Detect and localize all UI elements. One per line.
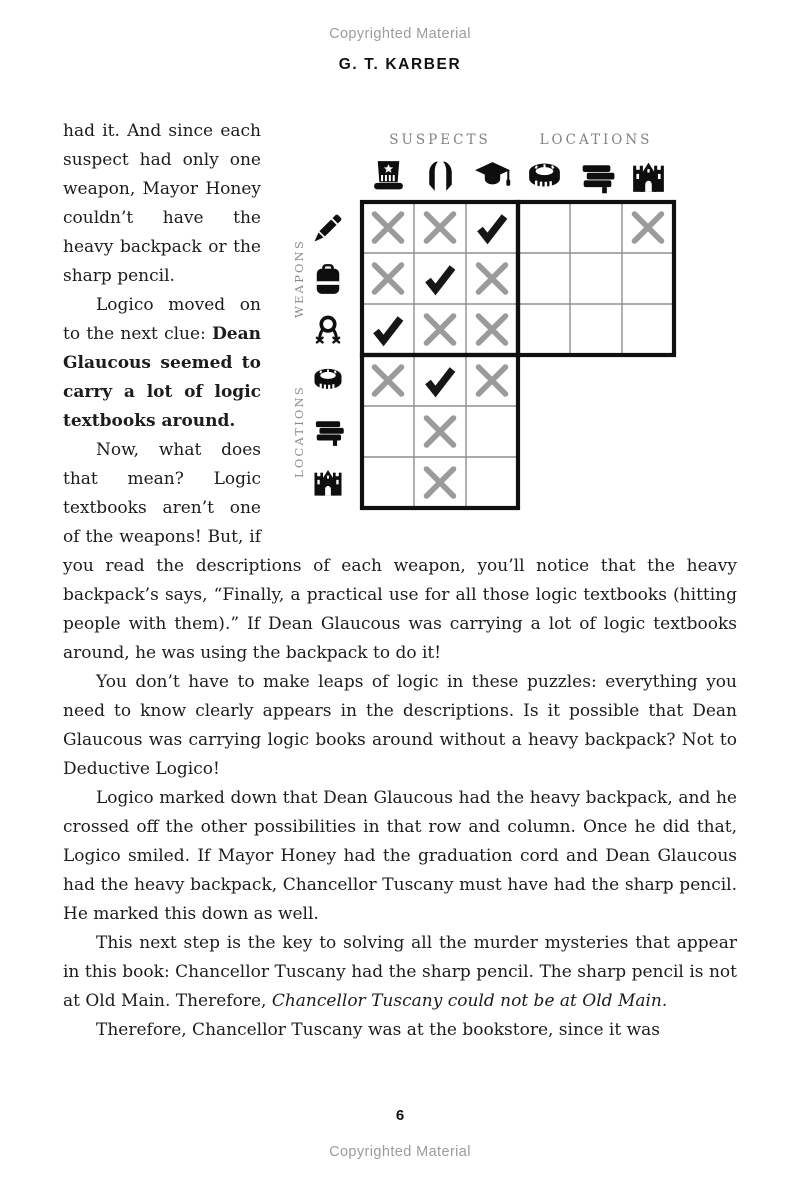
x-mark — [479, 265, 506, 292]
x-mark — [479, 316, 506, 343]
column-icons — [362, 147, 674, 200]
column-icon-slot — [570, 147, 622, 200]
column-icon-slot — [362, 147, 414, 200]
check-mark — [428, 268, 453, 290]
books-icon — [576, 157, 617, 198]
suspects-column-label: SUSPECTS — [389, 132, 491, 148]
row-icon-slot — [305, 304, 351, 355]
x-mark — [635, 214, 662, 241]
page-number: 6 — [395, 1107, 405, 1124]
row-icon-slot — [305, 202, 351, 253]
row-icons — [305, 202, 351, 508]
body-paragraph-7 — [63, 1016, 737, 1045]
locations-column-label: LOCATIONS — [539, 132, 653, 148]
check-mark — [480, 217, 505, 239]
paragraph-italic-text: Chancellor Tuscany could not be at Old Main. — [271, 991, 668, 1011]
top-hat-icon — [368, 157, 409, 198]
body-paragraph-4 — [63, 668, 737, 784]
author-header: G. T. KARBER — [338, 56, 462, 73]
x-mark — [375, 214, 402, 241]
graduation-cord-icon — [310, 312, 346, 348]
check-mark — [428, 370, 453, 392]
row-icon-slot — [305, 457, 351, 508]
paragraph-text: had it. And since each suspect had only one weapon, Mayor Honey couldn’t have the heavy backpack or the sharp pencil. — [63, 121, 261, 286]
locations-row-label: LOCATIONS — [292, 385, 306, 478]
books-icon — [310, 414, 346, 450]
stadium-icon — [310, 363, 346, 399]
x-mark — [427, 316, 454, 343]
old-main-icon — [310, 465, 346, 501]
watermark-bottom: Copyrighted Material — [329, 1144, 471, 1160]
x-mark — [427, 214, 454, 241]
x-mark — [479, 367, 506, 394]
column-icon-slot — [518, 147, 570, 200]
x-mark — [375, 367, 402, 394]
body-paragraph-5 — [63, 784, 737, 929]
stadium-icon — [524, 157, 565, 198]
graduation-cap-icon — [472, 157, 513, 198]
puzzle-grid-svg — [358, 198, 678, 512]
watermark-top: Copyrighted Material — [329, 26, 471, 42]
body-paragraph-6 — [63, 929, 737, 1016]
column-icon-slot — [466, 147, 518, 200]
row-icon-slot — [305, 355, 351, 406]
x-mark — [427, 418, 454, 445]
backpack-icon — [310, 261, 346, 297]
column-icon-slot — [622, 147, 674, 200]
x-mark — [427, 469, 454, 496]
paragraph-text: Now, what does that mean? Logic textbooks aren’t one of the weapons! But, if you read the descriptions of each weapon, you’ll notice that the heavy backpack’s says, “Finally, a practical use for all those logic textbooks (hitting people with them).” If Dean Glaucous was carrying a lot of logic textbooks around, he was using the backpack to do it! — [63, 440, 737, 663]
page-content — [63, 117, 737, 1092]
paragraph-text: Logico marked down that Dean Glaucous had the heavy backpack, and he crossed off the other possibilities in that row and column. Once he did that, Logico smiled. If Mayor Honey had the graduation cord and Dean Glaucous had the heavy backpack, Chancellor Tuscany must have had the sharp pencil. He marked this down as well. — [63, 788, 737, 924]
pencil-icon — [310, 210, 346, 246]
paragraph-text: This next step is the key to solving all the murder mysteries that appear in this book: Chancellor Tuscany had the sharp pencil. The sharp pencil is not at Old Main. Therefore, — [63, 933, 737, 1011]
check-mark — [376, 319, 401, 341]
paragraph-text: Logico moved on to the next clue: — [63, 295, 261, 344]
old-main-icon — [628, 157, 669, 198]
paragraph-text: You don’t have to make leaps of logic in these puzzles: everything you need to know clearly appears in the descriptions. Is it possible that Dean Glaucous was carrying logic books around without a heavy backpack? Not to Deductive Logico! — [63, 672, 737, 779]
paragraph-text: Therefore, Chancellor Tuscany was at the bookstore, since it was — [96, 1020, 660, 1040]
scarf-icon — [420, 157, 461, 198]
paragraph-bold-text: Dean Glaucous seemed to carry a lot of logic textbooks around. — [63, 324, 261, 431]
x-mark — [375, 265, 402, 292]
row-icon-slot — [305, 406, 351, 457]
column-icon-slot — [414, 147, 466, 200]
weapons-row-label: WEAPONS — [292, 238, 306, 319]
row-icon-slot — [305, 253, 351, 304]
logic-puzzle-grid — [285, 117, 737, 524]
